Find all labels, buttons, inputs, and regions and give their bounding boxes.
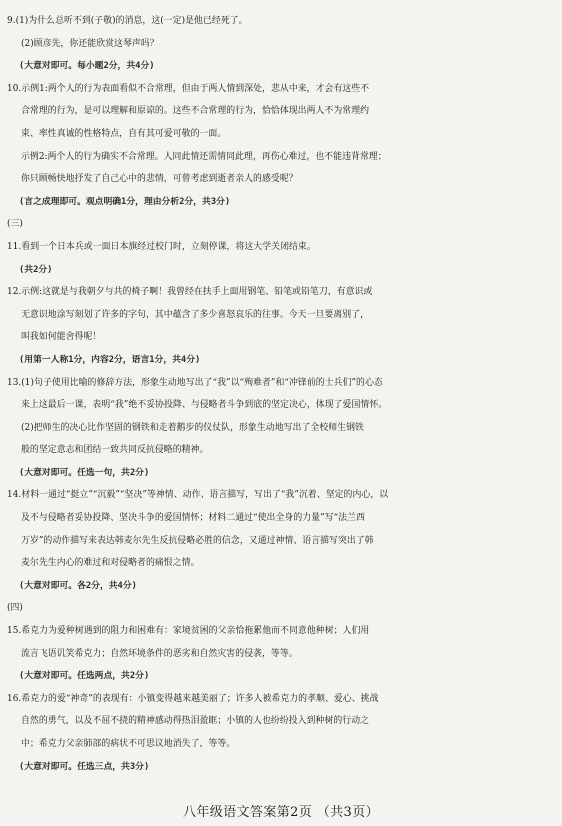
answer-line: 自然的勇气，以及不屈不挠的精神感动得热泪盈眶；小镇的人也纷纷投入到种树的行动之 [21,716,370,727]
answer-line: 12.示例:这就是与我朝夕与共的椅子啊！我曾经在扶手上面用钢笔、铅笔或铅笔刀，有意识或 [7,287,373,298]
answer-line: 10.示例1:两个人的行为表面看似不合常理，但由于两人情到深处，悲从中来，才会有这些不 [7,83,370,94]
answer-line: 及不与侵略者妥协投降、坚决斗争的爱国情怀；材料二通过“使出全身的力量”写“法兰西 [21,513,365,524]
answer-line: 般的坚定意志和团结一致共同反抗侵略的精神。 [21,445,209,456]
answer-line: 束、率性真诚的性格特点，自有其可爱可敬的一面。 [21,128,227,139]
section-heading: (四) [7,603,23,614]
answer-line: 示例2:两个人的行为确实不合常理。人同此情还需情同此理，再伤心难过，也不能违背常理； [21,151,387,162]
page-footer: 八年级语文答案第2页 （共3页） [182,805,380,820]
answer-line: 16.希克力的爱“神奇”的表现有：小镇变得越来越美丽了；许多人被希克力的孝顺、爱心、挑战 [7,693,379,704]
scoring-note: (大意对即可。任选三点，共3分) [19,761,150,772]
answer-line: (2)顾彦先，你还能欣赏这琴声吗？ [21,38,159,49]
answer-line: (2)把师生的决心比作坚固的钢铁和走着鹅步的仪仗队，形象生动地写出了全校师生钢铁 [21,422,364,433]
answer-line: 你只顾畅快地抒发了自己心中的悲情，可曾考虑到逝者亲人的感受呢？ [21,174,298,185]
scoring-note: (大意对即可。任选两点，共2分) [19,671,150,682]
scoring-note: (共2分) [19,264,53,275]
scoring-note: (用第一人称1分，内容2分，语言1分，共4分) [19,354,201,365]
answer-line: 流言飞语讥笑希克力；自然环境条件的恶劣和自然灾害的侵袭，等等。 [21,648,298,659]
scoring-note: (大意对即可。各2分，共4分) [19,580,137,591]
answer-line: 15.希克力为爱种树遇到的阻力和困难有：家境贫困的父亲恰拖累他而不同意他种树；人们用 [7,626,370,637]
answer-line: 合常理的行为，是可以理解和原谅的。这些不合常理的行为，恰恰体现出两人不为常理约 [21,106,370,117]
answer-line: 万岁”的动作描写来表达韩麦尔先生反抗侵略必胜的信念，又通过神情、语言描写突出了韩 [21,535,374,546]
answer-line: 11.看到一个日本兵或一面日本旗经过校门时，立刻停课，将这大学关闭结束。 [7,241,316,252]
answer-line: 来上这最后一课，表明“我”绝不妥协投降、与侵略者斗争到底的坚定决心，体现了爱国情怀。 [21,400,388,411]
scoring-note: (大意对即可。每小题2分，共4分) [19,61,155,72]
scoring-note: (大意对即可。任选一句，共2分) [19,467,150,478]
answer-line: 叫我如何能舍得呢！ [21,332,102,343]
answer-line: 麦尔先生内心的难过和对侵略者的痛恨之情。 [21,558,200,569]
answer-content [7,10,550,778]
answer-line: 中；希克力父亲肺部的病状不可思议地消失了，等等。 [21,739,236,749]
scoring-note: (言之成理即可。观点明确1分，理由分析2分，共3分) [19,196,231,207]
section-heading: (三) [7,219,23,230]
answer-line: 13.(1)句子使用比喻的修辞方法，形象生动地写出了“我”以“殉难者”和“冲锋前的士兵们”的心态 [7,377,383,388]
answer-line: 9.(1)为什么总听不到(子敬)的消息，这(一定)是他已经死了。 [7,16,248,26]
answer-line: 无意识地涂写刻划了许多的字句，其中蕴含了多少喜怒哀乐的往事。今天一旦要离别了， [21,309,370,320]
answer-line: 14.材料一通过“挺立”“沉毅”“坚决”等神情、动作、语言描写，写出了“我”沉着、坚定的内心，以 [7,490,389,501]
